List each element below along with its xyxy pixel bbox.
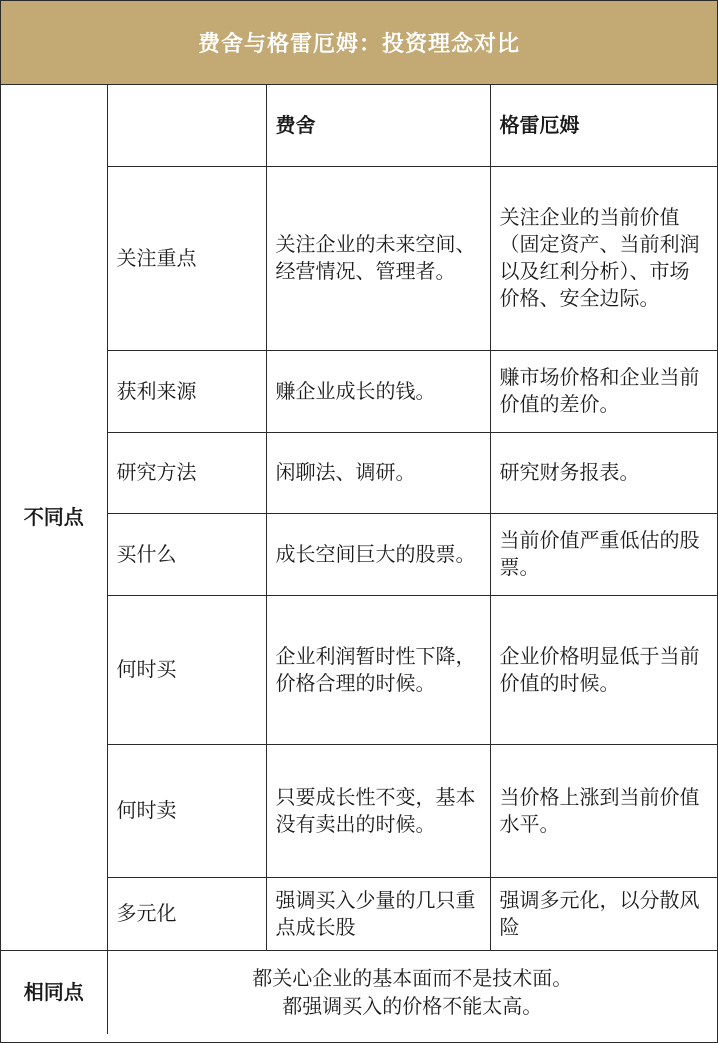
table-row [1, 432, 717, 513]
table-row [1, 513, 717, 595]
comparison-table [1, 85, 717, 1034]
same-points [107, 950, 717, 1034]
row-fisher: 企业利润暂时性下降，价格合理的时候。 [266, 595, 490, 744]
table-row [1, 877, 717, 950]
table-header-row [1, 85, 717, 166]
row-graham: 关注企业的当前价值（固定资产、当前利润以及红利分析）、市场价格、安全边际。 [490, 166, 717, 350]
row-aspect: 何时卖 [107, 744, 266, 877]
row-graham: 强调多元化，以分散风险 [490, 877, 717, 950]
row-fisher: 关注企业的未来空间、经营情况、管理者。 [266, 166, 490, 350]
row-graham: 当价格上涨到当前价值水平。 [490, 744, 717, 877]
diff-group-label: 不同点 [1, 85, 107, 950]
page-title: 费舍与格雷厄姆：投资理念对比 [1, 1, 717, 85]
table-row [1, 595, 717, 744]
row-aspect: 关注重点 [107, 166, 266, 350]
row-graham: 企业价格明显低于当前价值的时候。 [490, 595, 717, 744]
row-aspect: 买什么 [107, 513, 266, 595]
row-graham: 研究财务报表。 [490, 432, 717, 513]
row-graham: 当前价值严重低估的股票。 [490, 513, 717, 595]
row-aspect: 获利来源 [107, 350, 266, 432]
row-fisher: 赚企业成长的钱。 [266, 350, 490, 432]
table-row [1, 744, 717, 877]
header-graham: 格雷厄姆 [490, 85, 717, 166]
header-fisher: 费舍 [266, 85, 490, 166]
row-fisher: 强调买入少量的几只重点成长股 [266, 877, 490, 950]
table-row [1, 350, 717, 432]
row-graham: 赚市场价格和企业当前价值的差价。 [490, 350, 717, 432]
row-aspect: 何时买 [107, 595, 266, 744]
table-row [1, 166, 717, 350]
same-point-line: 都关心企业的基本面而不是技术面。 [252, 966, 573, 991]
header-aspect-cell [107, 85, 266, 166]
same-point-line: 都强调买入的价格不能太高。 [282, 994, 543, 1019]
same-row [1, 950, 717, 1034]
row-aspect: 研究方法 [107, 432, 266, 513]
row-fisher: 成长空间巨大的股票。 [266, 513, 490, 595]
row-fisher: 闲聊法、调研。 [266, 432, 490, 513]
row-aspect: 多元化 [107, 877, 266, 950]
row-fisher: 只要成长性不变，基本没有卖出的时候。 [266, 744, 490, 877]
same-group-label: 相同点 [1, 950, 107, 1034]
